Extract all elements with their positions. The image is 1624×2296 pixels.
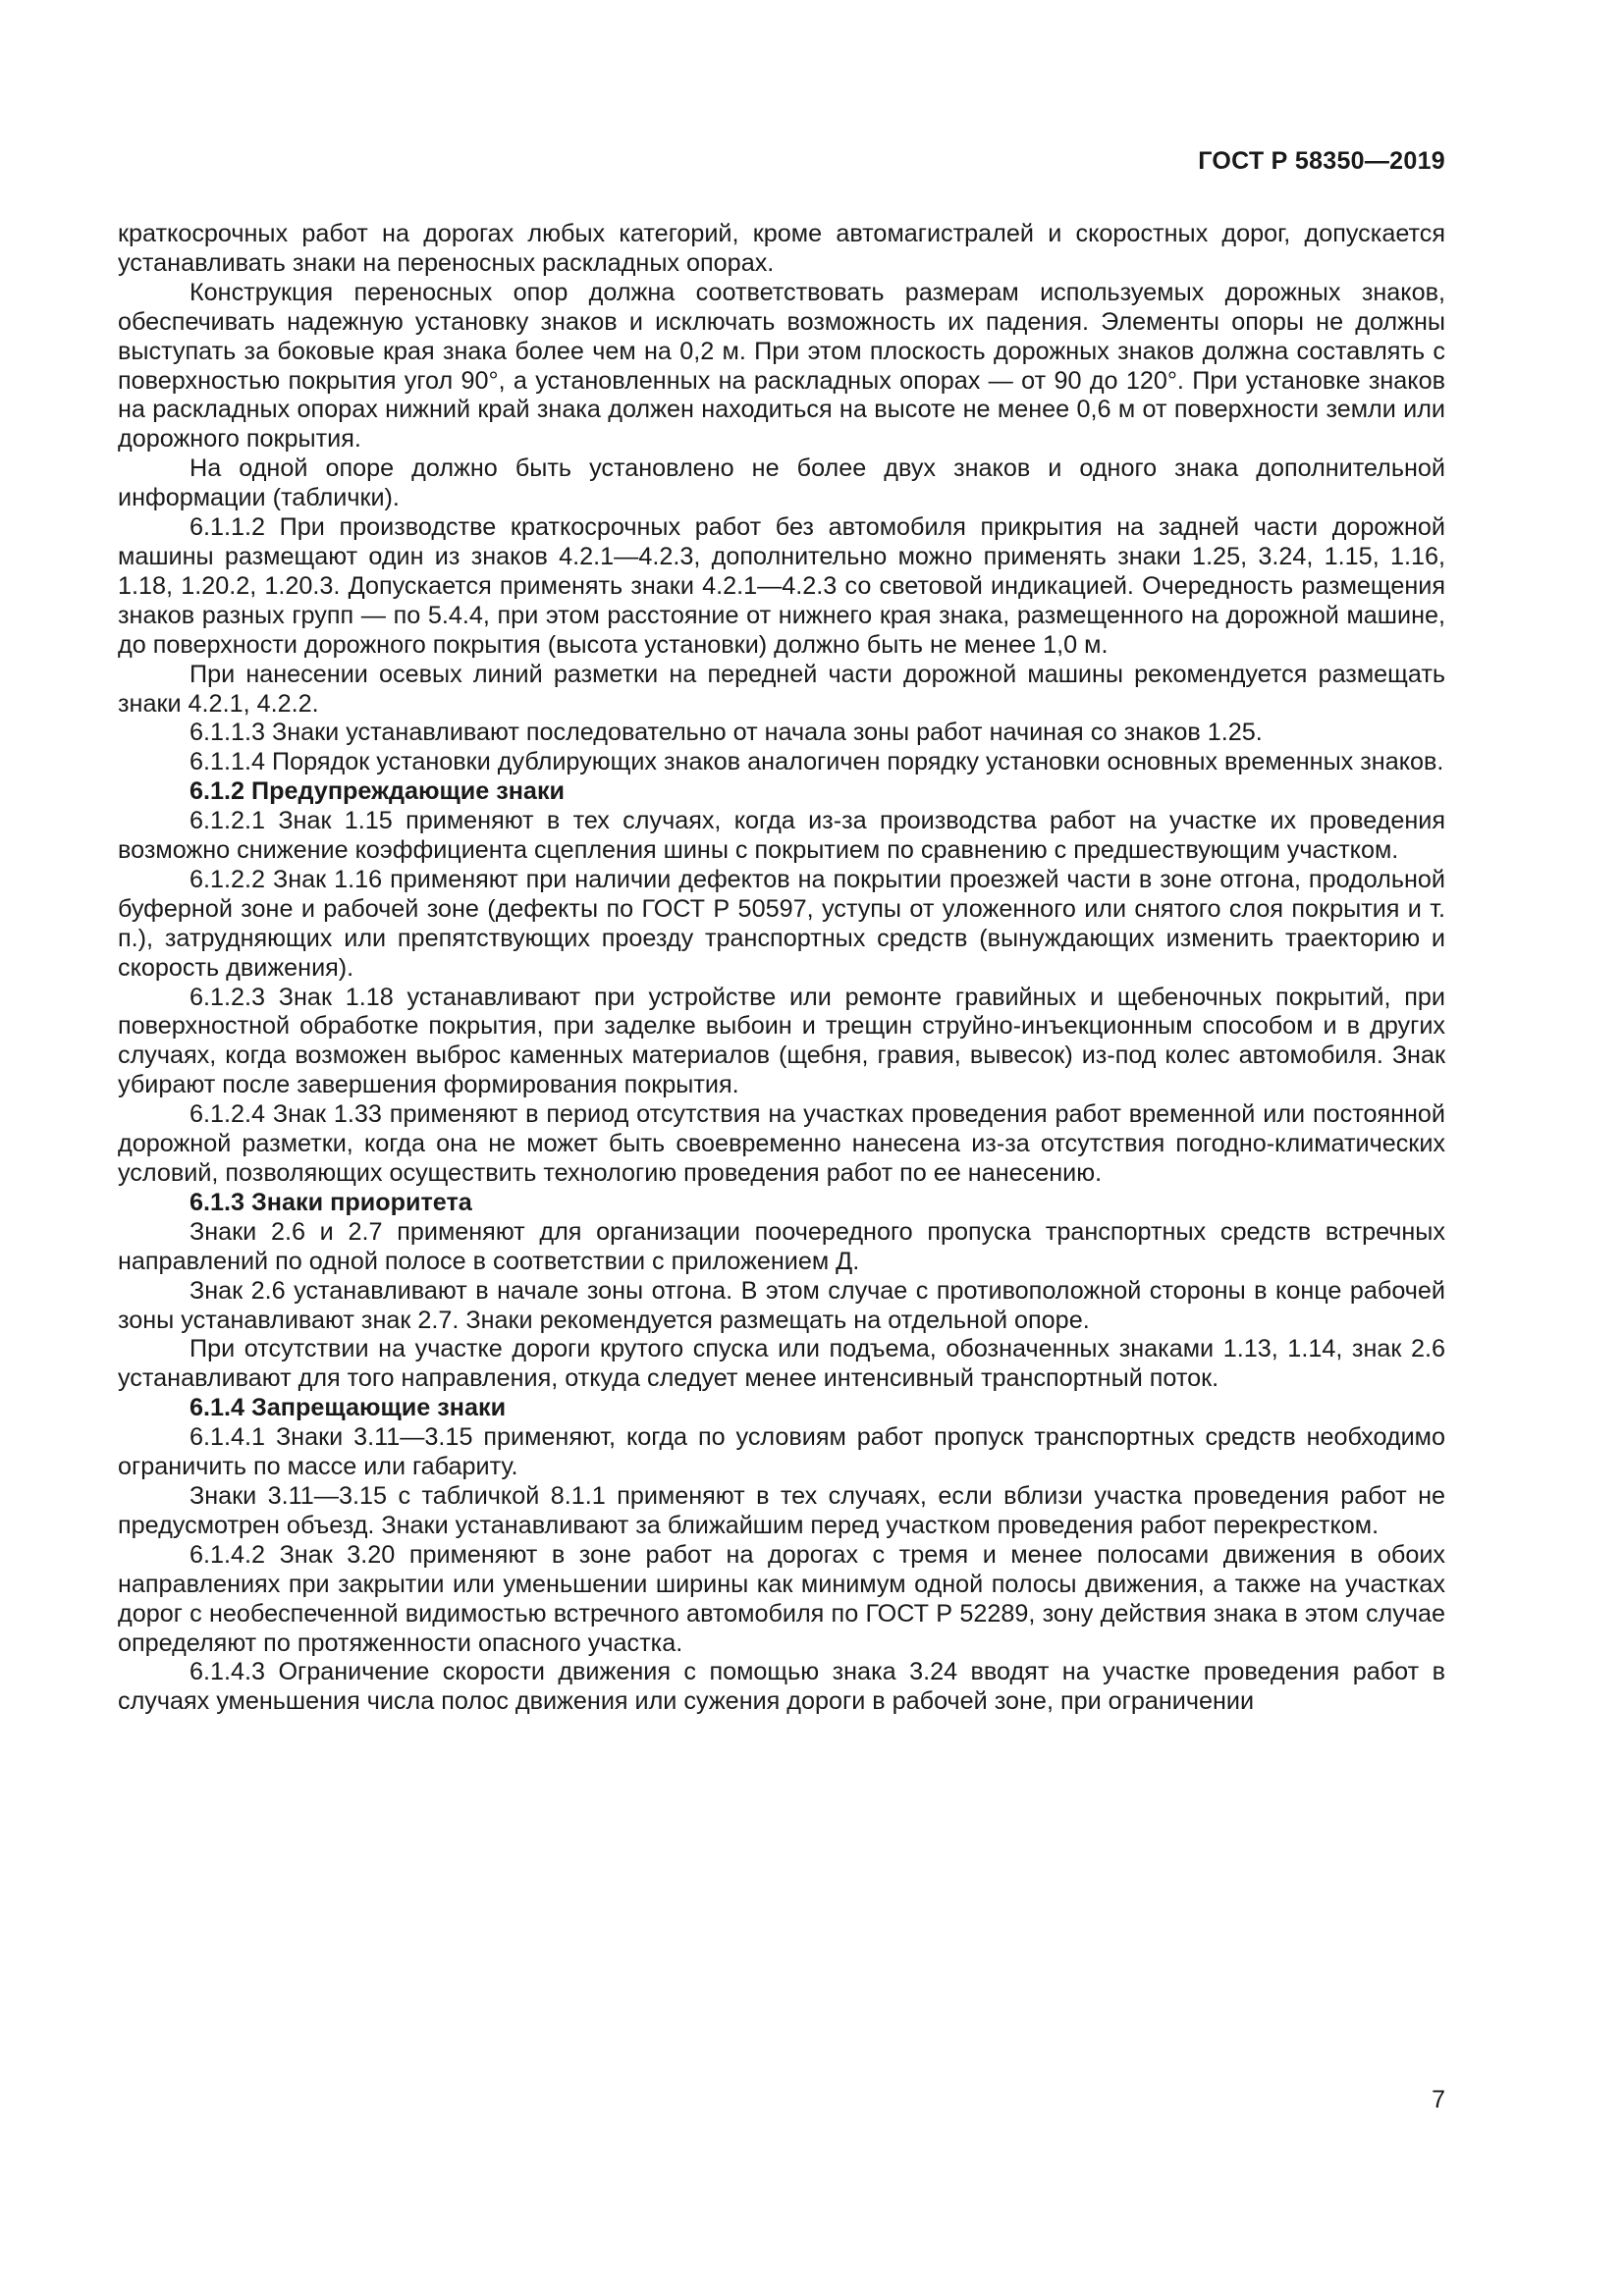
paragraph: 6.1.2.3 Знак 1.18 устанавливают при устройстве или ремонте гравийных и щебеночных покрытий, при поверхностной обработке покрытия, при заделке выбоин и трещин струйно-инъекционным способом и в других случаях, когда возможен выброс каменных материалов (щебня, гравия, вывесок) из-под колес автомобиля. Знак убирают после завершения формирования покрытия. bbox=[118, 983, 1445, 1099]
paragraph: На одной опоре должно быть установлено не более двух знаков и одного знака дополнительной информации (таблички). bbox=[118, 454, 1445, 512]
paragraph: краткосрочных работ на дорогах любых категорий, кроме автомагистралей и скоростных дорог, допускается устанавливать знаки на переносных раскладных опорах. bbox=[118, 220, 1445, 277]
standard-designation: ГОСТ Р 58350—2019 bbox=[1198, 147, 1445, 175]
paragraph: 6.1.4.1 Знаки 3.11—3.15 применяют, когда по условиям работ пропуск транспортных средств необходимо ограничить по массе или габариту. bbox=[118, 1423, 1445, 1481]
paragraph: 6.1.2.1 Знак 1.15 применяют в тех случаях, когда из-за производства работ на участке их проведения возможно снижение коэффициента сцепления шины с покрытием по сравнению с предшествующим участком. bbox=[118, 807, 1445, 865]
paragraph: 6.1.2.2 Знак 1.16 применяют при наличии дефектов на покрытии проезжей части в зоне отгона, продольной буферной зоне и рабочей зоне (дефекты по ГОСТ Р 50597, уступы от уложенного или снятого слоя покрытия и т. п.), затрудняющих или препятствующих проезду транспортных средств (вынуждающих изменить траекторию и скорость движения). bbox=[118, 865, 1445, 982]
body-text bbox=[118, 220, 1445, 1717]
section-heading: 6.1.2 Предупреждающие знаки bbox=[189, 777, 566, 806]
paragraph: При нанесении осевых линий разметки на передней части дорожной машины рекомендуется размещать знаки 4.2.1, 4.2.2. bbox=[118, 660, 1445, 718]
paragraph: Конструкция переносных опор должна соответствовать размерам используемых дорожных знаков, обеспечивать надежную установку знаков и исключать возможность их падения. Элементы опоры не должны выступать за боковые края знака более чем на 0,2 м. При этом плоскость дорожных знаков должна составлять с поверхностью покрытия угол 90°, а установленных на раскладных опорах — от 90 до 120°. При установке знаков на раскладных опорах нижний край знака должен находиться на высоте не менее 0,6 м от поверхности земли или дорожного покрытия. bbox=[118, 278, 1445, 454]
page-number: 7 bbox=[1432, 2086, 1445, 2113]
paragraph: Знак 2.6 устанавливают в начале зоны отгона. В этом случае с противоположной стороны в конце рабочей зоны устанавливают знак 2.7. Знаки рекомендуется размещать на отдельной опоре. bbox=[118, 1276, 1445, 1334]
paragraph: 6.1.4.3 Ограничение скорости движения с помощью знака 3.24 вводят на участке проведения работ в случаях уменьшения числа полос движения или сужения дороги в рабочей зоне, при ограничении bbox=[118, 1658, 1445, 1716]
section-heading: 6.1.4 Запрещающие знаки bbox=[189, 1394, 507, 1422]
paragraph: При отсутствии на участке дороги крутого спуска или подъема, обозначенных знаками 1.13, 1.14, знак 2.6 устанавливают для того направления, откуда следует менее интенсивный транспортный поток. bbox=[118, 1335, 1445, 1393]
paragraph: 6.1.1.3 Знаки устанавливают последовательно от начала зоны работ начиная со знаков 1.25. bbox=[189, 719, 1263, 747]
paragraph: 6.1.4.2 Знак 3.20 применяют в зоне работ на дорогах с тремя и менее полосами движения в обоих направлениях при закрытии или уменьшении ширины как минимум одной полосы движения, а также на участках дорог с необеспеченной видимостью встречного автомобиля по ГОСТ Р 52289, зону действия знака в этом случае определяют по протяженности опасного участка. bbox=[118, 1540, 1445, 1657]
paragraph: Знаки 2.6 и 2.7 применяют для организации поочередного пропуска транспортных средств встречных направлений по одной полосе в соответствии с приложением Д. bbox=[118, 1217, 1445, 1275]
paragraph: 6.1.1.2 При производстве краткосрочных работ без автомобиля прикрытия на задней части дорожной машины размещают один из знаков 4.2.1—4.2.3, дополнительно можно применять знаки 1.25, 3.24, 1.15, 1.16, 1.18, 1.20.2, 1.20.3. Допускается применять знаки 4.2.1—4.2.3 со световой индикацией. Очередность размещения знаков разных групп — по 5.4.4, при этом расстояние от нижнего края знака, размещенного на дорожной машине, до поверхности дорожного покрытия (высота установки) должно быть не менее 1,0 м. bbox=[118, 513, 1445, 659]
paragraph: 6.1.2.4 Знак 1.33 применяют в период отсутствия на участках проведения работ временной или постоянной дорожной разметки, когда она не может быть своевременно нанесена из-за отсутствия погодно-климатических условий, позволяющих осуществить технологию проведения работ по ее нанесению. bbox=[118, 1100, 1445, 1187]
paragraph: Знаки 3.11—3.15 с табличкой 8.1.1 применяют в тех случаях, если вблизи участка проведения работ не предусмотрен объезд. Знаки устанавливают за ближайшим перед участком проведения работ перекрестком. bbox=[118, 1481, 1445, 1539]
paragraph: 6.1.1.4 Порядок установки дублирующих знаков аналогичен порядку установки основных временных знаков. bbox=[189, 748, 1444, 776]
section-heading: 6.1.3 Знаки приоритета bbox=[189, 1188, 472, 1216]
